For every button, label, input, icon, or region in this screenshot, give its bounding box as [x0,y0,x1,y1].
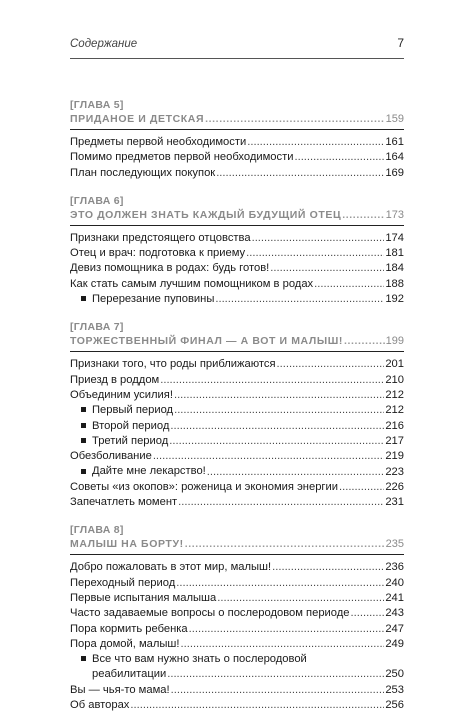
toc-subentry[interactable] [70,403,404,418]
dot-leader [189,622,385,637]
dot-leader [344,334,385,349]
square-bullet-icon [81,469,86,474]
dot-leader [314,277,384,292]
toc-subentry[interactable] [70,419,404,434]
entry-text: Второй период [92,419,170,432]
dot-leader [178,495,384,510]
toc-subentry[interactable] [70,434,404,449]
chapter-page: 173 [385,208,404,221]
chapter-rule [70,554,404,555]
chapter-title: МАЛЫШ НА БОРТУ! [70,538,184,551]
chapter-5 [70,98,404,181]
toc-entry[interactable] [70,480,404,495]
entry-page: 241 [385,591,404,604]
chapter-label: [ГЛАВА 8] [70,524,124,537]
dot-leader [270,261,384,276]
toc-entry[interactable] [70,606,404,621]
entry-page: 217 [385,435,404,447]
chapter-6 [70,194,404,307]
toc-entry[interactable] [70,373,404,388]
entry-text: Третий период [92,434,169,447]
dot-leader [181,637,385,652]
entry-page: 192 [385,293,404,306]
chapter-page: 159 [385,113,404,125]
toc-entry[interactable] [70,261,404,276]
entry-page: 201 [385,358,404,371]
entry-page: 210 [385,373,404,386]
chapter-title-row[interactable] [70,537,404,552]
running-title: Содержание [70,38,138,50]
toc-entry[interactable] [70,277,404,292]
dot-leader [130,698,384,713]
dot-leader [247,135,384,150]
toc-entry[interactable] [70,495,404,510]
entry-text: Обезболивание [70,450,152,463]
dot-leader [215,292,384,307]
chapter-rule [70,225,404,226]
dot-leader [339,480,384,495]
chapter-rule [70,351,404,352]
toc-entry[interactable] [70,166,404,181]
entry-text: Советы «из окопов»: роженица и экономия энергии [70,480,338,493]
entry-page: 169 [385,166,404,179]
chapter-label: [ГЛАВА 6] [70,194,124,207]
entry-page: 236 [385,561,404,574]
toc-entry[interactable] [70,150,404,165]
dot-leader [205,112,385,127]
chapter-label: [ГЛАВА 7] [70,321,124,334]
chapter-title: ТОРЖЕСТВЕННЫЙ ФИНАЛ — А ВОТ И МАЛЫШ! [70,335,343,348]
toc-entry[interactable] [70,637,404,652]
dot-leader [207,465,385,480]
entry-text: Пора кормить ребенка [70,622,188,635]
toc-entry[interactable] [70,683,404,698]
toc-entry[interactable] [70,231,404,246]
entry-text: Приезд в роддом [70,373,160,386]
dot-leader [294,150,384,165]
dot-leader [174,403,384,418]
entry-page: 249 [385,637,404,650]
entry-page: 256 [385,699,404,712]
entry-page: 164 [385,151,404,164]
entry-page: 226 [385,480,404,493]
entry-page: 174 [385,231,404,244]
entry-text: Объединим усилия! [70,388,173,401]
entry-text: Признаки того, что роды приближаются [70,358,276,371]
toc-subentry[interactable] [70,652,404,683]
entry-text: Часто задаваемые вопросы о послеродовом периоде [70,607,350,620]
entry-text: Как стать самым лучшим помощником в родах [70,277,314,290]
dot-leader [216,166,384,181]
toc-entry[interactable] [70,591,404,606]
toc-entry[interactable] [70,135,404,150]
entry-page: 212 [385,388,404,401]
toc-entry[interactable] [70,449,404,464]
chapter-title-row[interactable] [70,334,404,349]
entry-text: Переходный период [70,576,176,589]
dot-leader [169,434,384,449]
toc-entry[interactable] [70,560,404,575]
entry-text-continued: реабилитации [92,668,167,681]
entry-text: Отец и врач: подготовка к приему [70,247,246,260]
chapter-title-row[interactable] [70,112,404,127]
toc-entry[interactable] [70,622,404,637]
dot-leader [342,208,384,223]
entry-text: Первые испытания малыша [70,591,217,604]
entry-page: 212 [385,404,404,417]
dot-leader [351,606,385,621]
entry-text: План последующих покупок [70,166,216,179]
toc-entry[interactable] [70,246,404,261]
dot-leader [171,683,385,698]
entry-page: 253 [385,683,404,696]
dot-leader [272,560,384,575]
square-bullet-icon [81,407,86,412]
entry-text: Запечатлеть момент [70,496,178,509]
entry-text: Предметы первой необходимости [70,136,247,148]
entry-page: 216 [385,419,404,432]
dot-leader [160,373,384,388]
toc-entry[interactable] [70,357,404,372]
dot-leader [176,576,384,591]
square-bullet-icon [81,423,86,428]
entry-page: 188 [385,277,404,290]
entry-text: Перерезание пуповины [92,293,215,306]
entry-text: Все что вам нужно знать о послеродовой [92,653,307,666]
dot-leader [153,449,385,464]
entry-text: Первый период [92,404,174,417]
dot-leader [252,231,385,246]
chapter-title: ПРИДАНОЕ И ДЕТСКАЯ [70,113,205,125]
header-rule [70,58,404,59]
toc-entry[interactable] [70,698,404,713]
table-of-contents [70,98,404,726]
entry-page: 219 [385,450,404,463]
chapter-title: ЭТО ДОЛЖЕН ЗНАТЬ КАЖДЫЙ БУДУЩИЙ ОТЕЦ [70,208,342,221]
dot-leader [246,246,384,261]
entry-page: 243 [385,607,404,620]
chapter-page: 235 [385,538,404,551]
entry-text: Помимо предметов первой необходимости [70,151,294,164]
toc-subentry[interactable] [70,464,404,479]
dot-leader [167,667,384,682]
page-header [70,36,404,50]
dot-leader [185,537,385,552]
square-bullet-icon [81,438,86,443]
chapter-rule [70,129,404,130]
entry-text: Об авторах [70,699,130,712]
dot-leader [174,388,384,403]
entry-page: 184 [385,262,404,275]
page-number: 7 [397,36,404,50]
entry-text: Добро пожаловать в этот мир, малыш! [70,561,272,574]
chapter-label: [ГЛАВА 5] [70,99,124,111]
entry-page: 181 [385,247,404,260]
chapter-8 [70,523,404,713]
toc-entry[interactable] [70,388,404,403]
chapter-7 [70,320,404,510]
chapter-page: 199 [385,335,404,348]
entry-page: 240 [385,576,404,589]
entry-page: 231 [385,496,404,509]
dot-leader [170,419,384,434]
chapter-title-row[interactable] [70,208,404,223]
toc-subentry[interactable] [70,292,404,307]
dot-leader [277,357,385,372]
entry-page: 250 [385,668,404,681]
toc-entry[interactable] [70,576,404,591]
dot-leader [217,591,384,606]
square-bullet-icon [81,656,86,661]
entry-text: Признаки предстоящего отцовства [70,231,251,244]
entry-page: 247 [385,622,404,635]
entry-text: Девиз помощника в родах: будь готов! [70,262,270,275]
square-bullet-icon [81,296,86,301]
entry-text: Дайте мне лекарство! [92,465,206,478]
entry-page: 223 [385,465,404,478]
entry-page: 161 [385,136,404,148]
entry-text: Вы — чья-то мама! [70,683,170,696]
entry-text: Пора домой, малыш! [70,637,180,650]
